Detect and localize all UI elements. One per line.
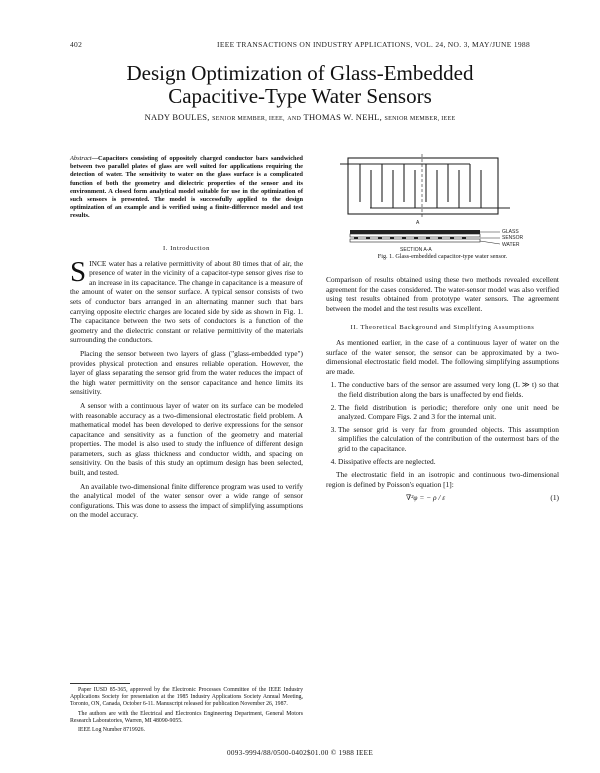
author-2-role: SENIOR MEMBER, IEEE xyxy=(384,116,456,122)
section-label: SECTION A-A xyxy=(400,247,432,252)
glass-layer-top xyxy=(350,234,480,237)
figure-1-caption: Fig. 1. Glass-embedded capacitor-type water sensor. xyxy=(377,253,508,260)
water-layer xyxy=(350,230,480,234)
intro-paragraph-1: INCE water has a relative permittivity of about 80 times that of air, the presence of water in the vicinity of a capacitor-type sensor gives rise to an increase in its capacitance. The change in capacitance is a measure of the amount of water on the sensor surface. A typical sensor consists of two sets of conductor bars arranged in an alternating manner such that bars carrying opposite electric charges are located side by side as shown in Fig. 1. The capacitance between the two sets of conductors is a function of the geometry and the dielectric constant or relative permittivity of the materials surrounding the conductors. xyxy=(70,258,304,345)
author-and: AND xyxy=(287,116,302,122)
intro-paragraph-4: An available two-dimensional finite difference program was used to verify the analytical model of the water sensor over a wide range of sensor configurations. This was done to assess the impact of simplifying assumptions on the model accuracy. xyxy=(70,481,303,520)
copyright-line: 0093-9994/88/0500-0402$01.00 © 1988 IEEE xyxy=(226,749,374,757)
paper-title xyxy=(0,62,600,108)
footnote-3: IEEE Log Number 8719926. xyxy=(78,727,145,734)
title-line-2: Capacitive-Type Water Sensors xyxy=(168,84,432,108)
section-heading-theory: II. Theoretical Background and Simplifying Assumptions xyxy=(350,324,535,332)
author-1-role: SENIOR MEMBER, IEEE, xyxy=(212,116,285,122)
author-line xyxy=(0,112,600,122)
glass-layer-bottom xyxy=(350,239,480,242)
intro-paragraph-2: Placing the sensor between two layers of glass ("glass-embedded type") provides physical protection and ensures reliable operation. However, the layer of glass separating the sensor grid from the water reduces the impact of the high water permittivity on the sensor capacitance and hence limits its sensitivity. xyxy=(70,348,303,397)
figure-1-sensor-diagram xyxy=(330,152,555,252)
assumption-2: 2. The field distribution is periodic; therefore only one unit need be analyzed. Compare Figs. 2 and 3 for the internal unit. xyxy=(338,403,559,422)
assumptions-list xyxy=(326,380,559,466)
assumptions-intro: As mentioned earlier, in the case of a continuous layer of water on the surface of the water sensor, the sensor can be approximated by a two-dimensional electrostatic field model. The following simplifying assumptions are made. xyxy=(326,337,559,376)
author-2: THOMAS W. NEHL, xyxy=(303,112,383,122)
equation-1 xyxy=(326,493,559,503)
drop-cap: S xyxy=(70,255,87,288)
equation-number: (1) xyxy=(550,493,559,503)
label-water: WATER xyxy=(502,242,520,248)
label-sensor: SENSOR xyxy=(502,235,524,241)
abstract-label: Abstract xyxy=(70,155,92,162)
page-number: 402 xyxy=(70,40,83,49)
right-paragraph-1: Comparison of results obtained using these two methods revealed excellent agreement for the cases considered. The water-sensor model was also verified using test results obtained from prototype water sensors. The agreement between the model and the test results was excellent. xyxy=(326,275,559,313)
section-marker-a: A xyxy=(416,220,420,226)
title-line-1: Design Optimization of Glass-Embedded xyxy=(126,61,474,85)
field-paragraph: The electrostatic field in an isotropic and continuous two-dimensional region is defined by Poisson's equation [1]: xyxy=(326,470,559,489)
abstract xyxy=(70,155,303,221)
assumption-1: 1. The conductive bars of the sensor are assumed very long (L ≫ t) so that the field distribution along the bars is unaffected by end fields. xyxy=(338,380,559,399)
footnote-1: Paper IUSD 85-365, approved by the Electronic Processes Committee of the IEEE Industry Applications Society for presentation at the 1985 Industry Applications Society Annual Meeting, Toronto, ON, Canada, October 6-11. Manuscript released for publication November 26, 1987. xyxy=(70,687,303,708)
intro-paragraph-3: A sensor with a continuous layer of water on its surface can be modeled with reasonable accuracy as a two-dimensional electrostatic field problem. A mathematical model has been developed to derive expressions for the sensor capacitance and sensitivity as a function of the geometry and material properties. The model is also used to study the influence of different design parameters, such as glass thickness and conductor width, and spacing on sensitivity. On the basis of this study an optimum design has been selected, built, and tested. xyxy=(70,400,303,478)
footnote-2: The authors are with the Electrical and Electronics Engineering Department, General Motors Research Laboratories, Warren, MI 48090-9055. xyxy=(70,710,303,724)
assumption-4: 4. Dissipative effects are neglected. xyxy=(338,457,559,467)
equation-poisson: ∇²φ = − ρ / ε xyxy=(406,493,446,503)
right-column xyxy=(326,275,559,503)
label-glass: GLASS xyxy=(502,229,519,235)
cross-section xyxy=(350,229,524,248)
footnotes xyxy=(70,683,303,736)
running-header: IEEE TRANSACTIONS ON INDUSTRY APPLICATIONS, VOL. 24, NO. 3, MAY/JUNE 1988 xyxy=(217,40,530,49)
footnote-rule xyxy=(70,683,130,684)
assumption-3: 3. The sensor grid is very far from grounded objects. This assumption simplifies the calculation of the contribution of the outermost bars of the grid to the capacitance. xyxy=(338,425,559,454)
author-1: NADY BOULES, xyxy=(144,112,210,122)
left-column xyxy=(70,238,303,524)
section-heading-introduction: I. Introduction xyxy=(162,245,211,252)
abstract-text: —Capacitors consisting of oppositely charged conductor bars sandwiched between two parallel plates of glass are well suited for applications requiring the detection of water. The sensitivity to water on the glass surface is a complicated function of both the geometry and dielectric properties of the sensor and its environment. A closed form analytical model suitable for use in the optimization of such sensors is presented. The model is successfully applied to the design optimization of an example and is verified using a finite-difference model and test results. xyxy=(70,155,303,220)
